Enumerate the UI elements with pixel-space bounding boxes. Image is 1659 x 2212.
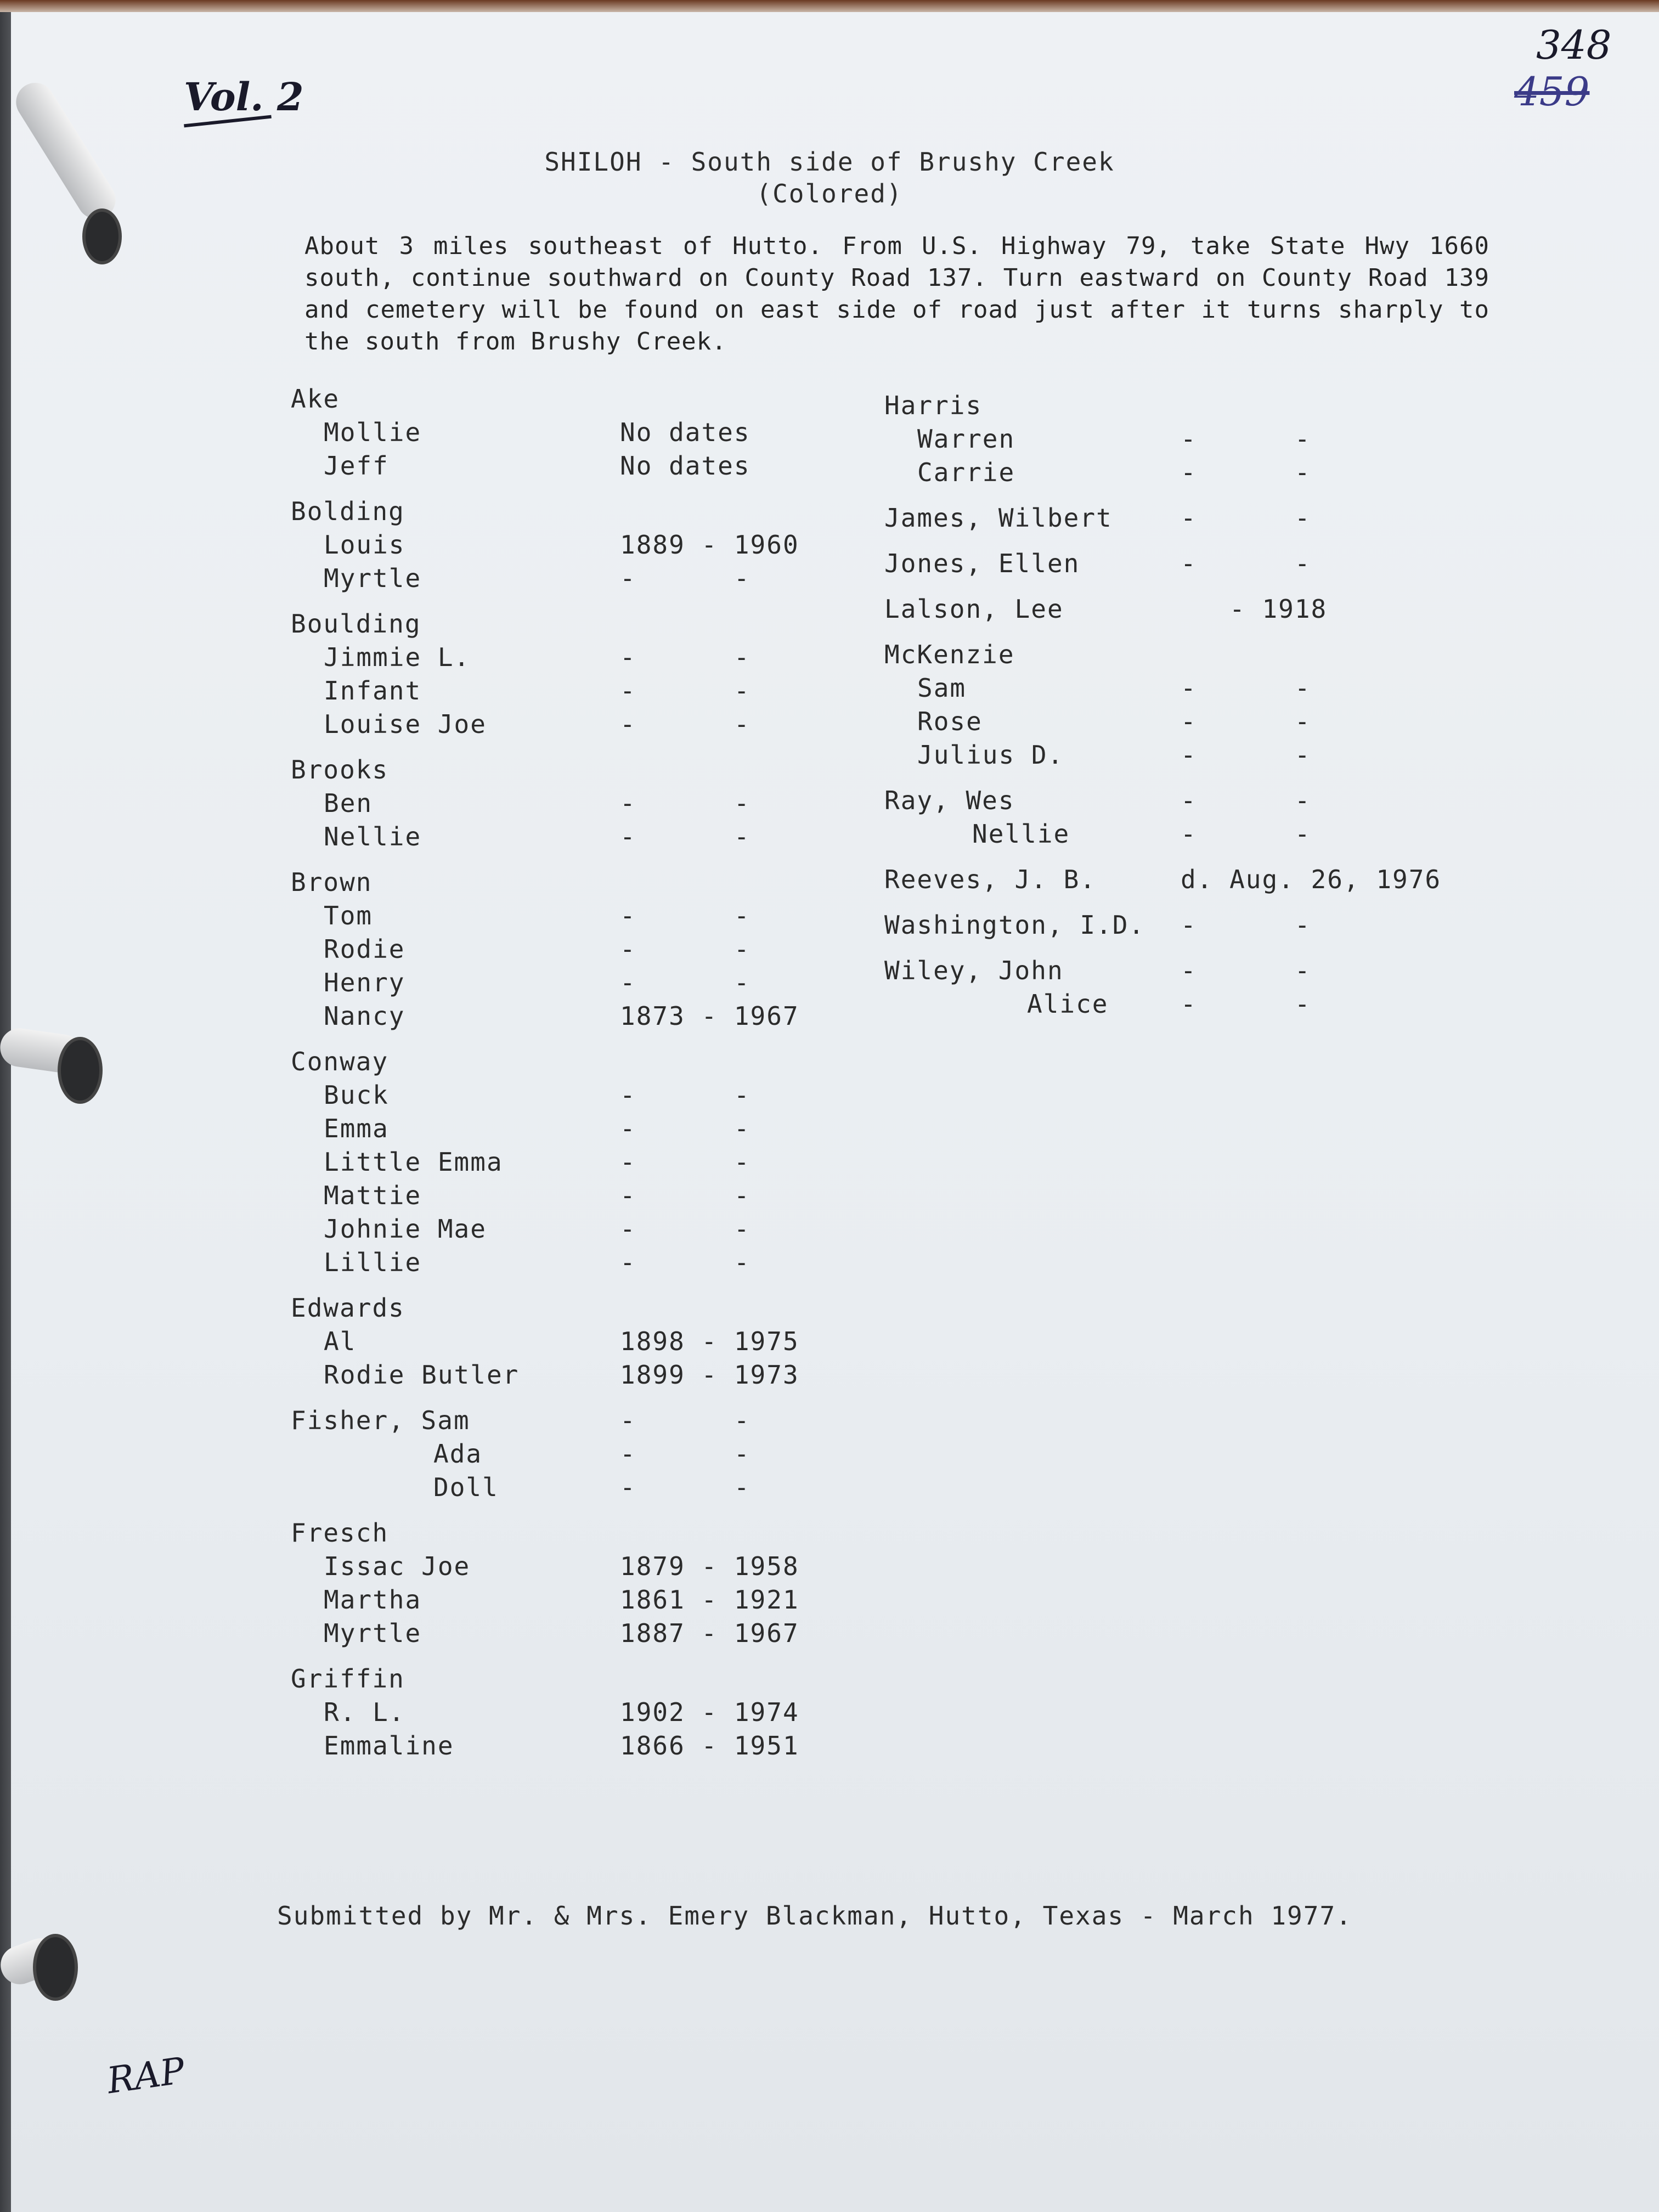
burial-entry [291,1147,839,1181]
given-name: Rodie [324,934,405,964]
given-name: Nellie [324,822,422,851]
burial-dates: - - [620,1248,751,1277]
given-name: Louise Joe [324,709,487,739]
given-name: Johnie Mae [324,1214,487,1244]
given-name: Sam [917,673,967,703]
given-name: Rose [917,707,983,736]
surname: Ake [291,384,340,414]
page-number-annotation: 348 [1536,22,1612,68]
burial-dates: - - [1181,673,1311,703]
burial-dates: - - [620,1080,751,1110]
surname: Reeves, J. B. [884,865,1097,894]
given-name: Warren [917,424,1015,454]
burial-dates: - - [1181,910,1311,940]
burial-entry [291,642,839,676]
given-name: Alice [1027,989,1109,1019]
burial-dates: - - [1181,549,1311,578]
old-page-number-annotation: 459 [1514,69,1590,115]
burial-dates: - - [620,1147,751,1177]
right-burial-list [884,391,1488,1023]
burial-entry [884,956,1488,989]
burial-dates: - - [620,1472,751,1502]
volume-annotation: Vol. 2 [184,74,304,120]
burial-entry [884,786,1488,819]
burial-dates: 1889 - 1960 [620,530,799,560]
binder-ring-hole [82,208,122,264]
burial-entry [291,788,839,822]
burial-dates: - 1918 [1181,594,1328,624]
burial-dates: - - [1181,424,1311,454]
given-name: Mollie [324,417,422,447]
surname: Wiley, John [884,956,1064,985]
given-name: Nellie [972,819,1070,849]
burial-dates: - - [620,788,751,818]
burial-entry [291,530,839,563]
given-name: Jeff [324,451,389,481]
burial-entry [884,594,1488,628]
burial-entry [291,1248,839,1281]
burial-dates: - - [620,1114,751,1143]
burial-dates: 1902 - 1974 [620,1697,799,1727]
given-name: Ben [324,788,373,818]
burial-entry [884,640,1488,673]
burial-dates: - - [620,563,751,593]
burial-dates: 1899 - 1973 [620,1360,799,1390]
burial-entry [291,934,839,968]
burial-dates: No dates [620,417,751,447]
burial-dates: - - [1181,503,1311,533]
burial-dates: - - [1181,707,1311,736]
burial-dates: - - [620,822,751,851]
surname: Jones, Ellen [884,549,1080,578]
given-name: Jimmie L. [324,642,471,672]
burial-entry [291,609,839,642]
surname: Griffin [291,1664,405,1694]
given-name: R. L. [324,1697,405,1727]
burial-dates: 1887 - 1967 [620,1618,799,1648]
surname: Brown [291,867,373,897]
given-name: Infant [324,676,422,706]
given-name: Buck [324,1080,389,1110]
surname: Ray, Wes [884,786,1015,815]
surname: Bolding [291,496,405,526]
page-subtitle: (Colored) [756,179,903,208]
burial-entry [291,1472,839,1506]
burial-entry [291,968,839,1001]
given-name: Nancy [324,1001,405,1031]
page-top-edge [0,0,1659,12]
surname: Boulding [291,609,421,639]
burial-entry [291,1080,839,1114]
given-name: Myrtle [324,1618,422,1648]
burial-entry [884,458,1488,491]
burial-entry [291,1406,839,1439]
burial-dates: - - [620,1406,751,1435]
burial-entry [291,1518,839,1551]
left-burial-list [291,384,839,1764]
given-name: Lillie [324,1248,422,1277]
burial-dates: 1898 - 1975 [620,1327,799,1356]
burial-entry [291,1214,839,1248]
burial-entry [291,1618,839,1652]
burial-entry [291,822,839,855]
binder-ring-hole [58,1037,103,1104]
burial-entry [884,707,1488,740]
burial-entry [884,989,1488,1023]
given-name: Myrtle [324,563,422,593]
burial-dates: 1866 - 1951 [620,1731,799,1760]
given-name: Mattie [324,1181,422,1210]
burial-entry [884,391,1488,424]
burial-dates: - - [1181,740,1311,770]
burial-entry [884,910,1488,944]
given-name: Henry [324,968,405,997]
surname: Washington, I.D. [884,910,1146,940]
burial-entry [291,451,839,484]
burial-entry [291,563,839,597]
given-name: Louis [324,530,405,560]
burial-entry [884,673,1488,707]
burial-dates: - - [620,1439,751,1469]
given-name: Emma [324,1114,389,1143]
page-title: SHILOH - South side of Brushy Creek [544,147,1115,177]
burial-entry [291,1697,839,1731]
burial-dates: 1873 - 1967 [620,1001,799,1031]
burial-dates: - - [620,642,751,672]
burial-entry [291,709,839,743]
surname: Conway [291,1047,389,1076]
surname: Harris [884,391,983,420]
binder-ring-hole [33,1934,78,2001]
burial-entry [291,1360,839,1393]
directions-paragraph: About 3 miles southeast of Hutto. From U.S. Highway 79, take State Hwy 1660 south, continue southward on County Road 137. Turn eastward on County Road 139 and cemetery will be found on east side of road just after it turns sharply to the south from Brushy Creek. [304,232,1489,356]
burial-dates: - - [1181,458,1311,487]
burial-dates: - - [620,968,751,997]
burial-entry [291,1664,839,1697]
burial-entry [291,676,839,709]
given-name: Rodie Butler [324,1360,520,1390]
burial-entry [291,1293,839,1327]
given-name: Julius D. [917,740,1064,770]
burial-dates: 1861 - 1921 [620,1585,799,1615]
burial-dates: - - [620,1214,751,1244]
burial-dates: - - [1181,989,1311,1019]
burial-entry [291,384,839,417]
burial-dates: d. Aug. 26, 1976 [1181,865,1442,894]
burial-entry [884,424,1488,458]
surname: Lalson, Lee [884,594,1064,624]
given-name: Ada [433,1439,483,1469]
surname: Edwards [291,1293,405,1323]
burial-entry [291,1585,839,1618]
burial-entry [291,901,839,934]
given-name: Issac Joe [324,1551,471,1581]
burial-entry [291,1181,839,1214]
burial-dates: - - [620,676,751,706]
burial-entry [291,1551,839,1585]
given-name: Carrie [917,458,1015,487]
burial-dates: - - [620,934,751,964]
burial-dates: - - [1181,786,1311,815]
burial-entry [291,496,839,530]
burial-dates: - - [1181,956,1311,985]
given-name: Emmaline [324,1731,454,1760]
burial-dates: - - [1181,819,1311,849]
surname: Fresch [291,1518,389,1548]
burial-entry [291,1114,839,1147]
burial-entry [884,819,1488,853]
surname: McKenzie [884,640,1015,669]
burial-entry [291,1439,839,1472]
burial-entry [291,1047,839,1080]
burial-entry [291,867,839,901]
burial-dates: - - [620,901,751,930]
given-name: Tom [324,901,373,930]
burial-entry [291,1327,839,1360]
burial-entry [884,740,1488,774]
burial-entry [884,549,1488,582]
initials-annotation: RAP [104,2049,188,2102]
burial-dates: No dates [620,451,751,481]
burial-dates: - - [620,1181,751,1210]
burial-dates: 1879 - 1958 [620,1551,799,1581]
burial-entry [291,755,839,788]
burial-dates: - - [620,709,751,739]
submitted-by-footer: Submitted by Mr. & Mrs. Emery Blackman, Hutto, Texas - March 1977. [277,1901,1352,1931]
burial-entry [291,1001,839,1035]
given-name: Little Emma [324,1147,503,1177]
given-name: Doll [433,1472,499,1502]
burial-entry [884,865,1488,898]
given-name: Martha [324,1585,422,1615]
surname: James, Wilbert [884,503,1113,533]
burial-entry [884,503,1488,537]
burial-entry [291,417,839,451]
surname: Fisher, Sam [291,1406,470,1435]
burial-entry [291,1731,839,1764]
given-name: Al [324,1327,357,1356]
surname: Brooks [291,755,389,785]
